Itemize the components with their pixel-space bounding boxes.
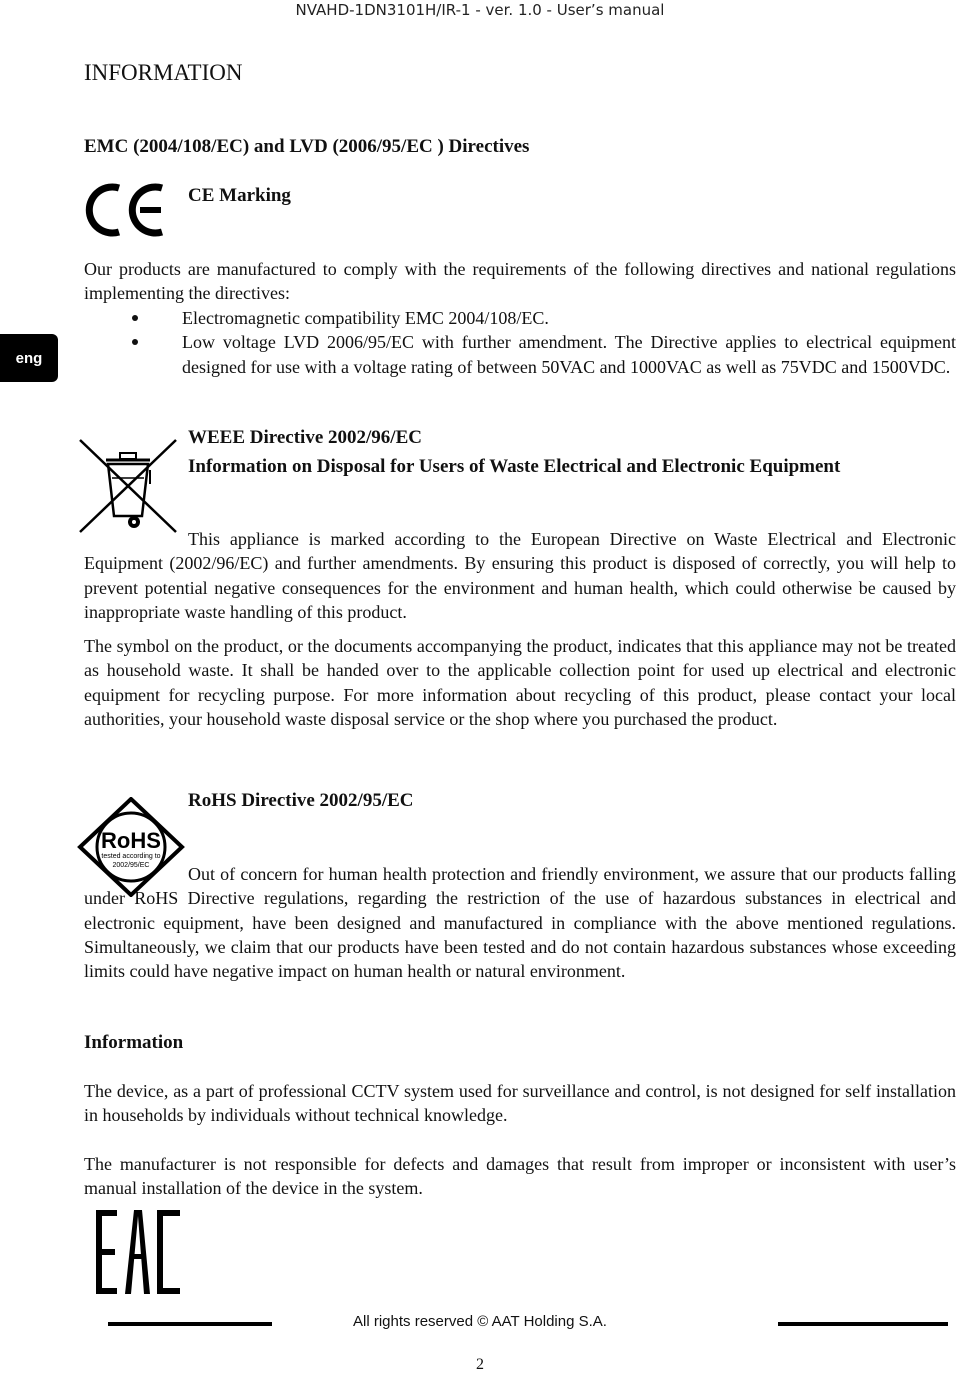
rohs-logo-title: RoHS (101, 828, 161, 853)
rohs-logo-code: 2002/95/EC (112, 862, 150, 869)
page-number: 2 (476, 1356, 484, 1373)
document-header: NVAHD-1DN3101H/IR-1 - ver. 1.0 - User’s manual (295, 1, 665, 19)
language-tab-label: eng (15, 349, 43, 367)
page-title: INFORMATION (84, 60, 243, 85)
information-heading: Information (84, 1032, 184, 1053)
emc-heading: EMC (2004/108/EC) and LVD (2006/95/EC ) Directives (84, 136, 530, 157)
rohs-logo-subtitle: tested according to (101, 853, 161, 860)
weee-subheading: Information on Disposal for Users of Waste Electrical and Electronic Equipment (188, 456, 841, 477)
list-item: Electromagnetic compatibility EMC 2004/108/EC. (130, 306, 956, 330)
language-tab (0, 334, 58, 382)
information-paragraph-1: The device, as a part of professional CCTV system used for surveillance and control, is not designed for self installation in households by individuals without technical knowledge. (84, 1081, 956, 1126)
rohs-paragraph: Out of concern for human health protection and friendly environment, we assure that our products falling under RoHS Directive regulations, regarding the restriction of the use of hazardous substances in electrical and electronic equipment, have been designed and manufactured in compliance with the above mentioned regulations. Simultaneously, we claim that our products have been tested and do not contain hazardous substances whose exceeding limits could have negative impact on human health or natural environment. (84, 864, 956, 982)
ce-mark-icon (84, 182, 166, 238)
weee-paragraph-1: This appliance is marked according to the European Directive on Waste Electrical and Electronic Equipment (2002/96/EC) and further amendments. By ensuring this product is disposed of correctly, you will help to prevent potential negative consequences for the environment and human health, which could otherwise be caused by inappropriate waste handling of this product. (84, 529, 956, 622)
emc-intro-paragraph: Our products are manufactured to comply with the requirements of the following directives and national regulations implementing the directives: (84, 259, 956, 304)
weee-bin-icon (76, 436, 180, 536)
eac-mark-icon (96, 1210, 180, 1294)
directives-list (130, 306, 956, 379)
list-item: Low voltage LVD 2006/95/EC with further amendment. The Directive applies to electrical equipment designed for use with a voltage rating of between 50VAC and 1000VAC as well as 75VDC and 1500VDC. (130, 330, 956, 379)
weee-paragraph-2: The symbol on the product, or the documents accompanying the product, indicates that this appliance may not be treated as household waste. It shall be handed over to the applicable collection point for used up electrical and electronic equipment for recycling purpose. For more information about recycling of this product, please contact your local authorities, your household waste disposal service or the shop where you purchased the product. (84, 636, 956, 729)
ce-marking-heading: CE Marking (188, 185, 291, 206)
weee-heading: WEEE Directive 2002/96/EC (188, 427, 422, 448)
information-paragraph-2: The manufacturer is not responsible for defects and damages that result from improper or inconsistent with user’s manual installation of the device in the system. (84, 1154, 956, 1199)
rohs-heading: RoHS Directive 2002/95/EC (188, 790, 414, 811)
footer-rights: All rights reserved © AAT Holding S.A. (353, 1313, 607, 1330)
